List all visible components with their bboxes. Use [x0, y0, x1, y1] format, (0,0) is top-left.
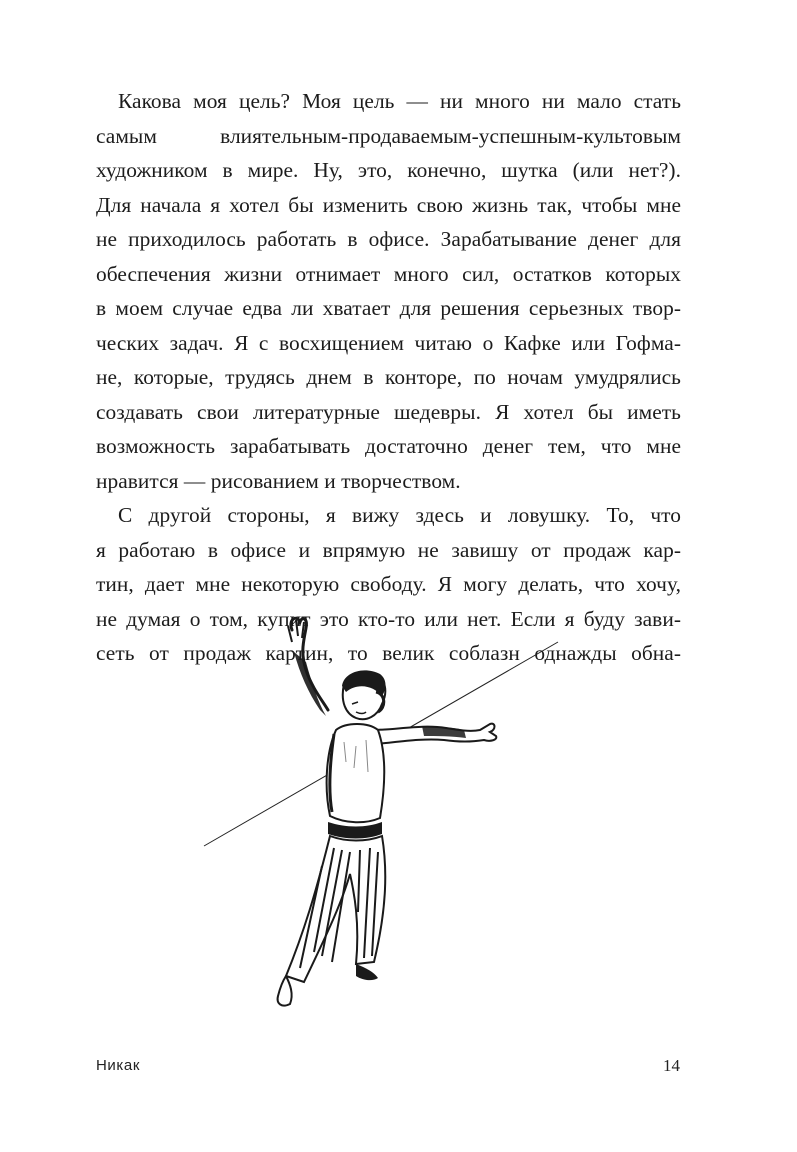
raised-arm — [291, 618, 328, 710]
paragraph-1-line-11: возможность зарабатывать достаточно денег тем, что мне — [96, 434, 681, 458]
paragraph-1-line-4: Для начала я хотел бы изменить свою жизнь так, чтобы мне — [96, 192, 681, 217]
body-text — [96, 84, 681, 671]
paragraph-1-line-10: создавать свои литературные шедевры. Я хотел бы иметь — [96, 399, 681, 424]
paragraph-1-line-9: не, которые, трудясь днем в конторе, по ночам умудрялись — [96, 365, 681, 389]
paragraph-1-line-6: обеспечения жизни отнимает много сил, остатков которых — [96, 261, 681, 286]
paragraph-2-line-4: не думая о том, купит это кто-то или нет. Если я буду зави- — [96, 606, 681, 631]
right-foot — [356, 964, 378, 980]
paragraph-1-line-7: в моем случае едва ли хватает для решения серьезных твор- — [96, 296, 681, 320]
running-title: Никак — [96, 1057, 141, 1074]
dancing-man-illustration — [196, 612, 568, 1018]
paragraph-2-line-2: я работаю в офисе и впрямую не завишу от продаж кар- — [96, 537, 681, 562]
paragraph-2-line-5: сеть от продаж картин, то велик соблазн однажды обна- — [96, 641, 681, 665]
page-number: 14 — [663, 1056, 680, 1075]
paragraph-1-line-12: нравится — рисованием и творчеством. — [96, 468, 461, 493]
paragraph-1-line-8: ческих задач. Я с восхищением читаю о Кафке или Гофма- — [96, 330, 681, 355]
belt — [328, 822, 382, 839]
paragraph-1-line-5: не приходилось работать в офисе. Зарабатывание денег для — [96, 227, 681, 251]
paragraph-1-line-1: Какова моя цель? Моя цель — ни много ни мало стать — [118, 89, 681, 113]
left-foot — [278, 976, 292, 1006]
paragraph-2-line-3: тин, дает мне некоторую свободу. Я могу делать, что хочу, — [96, 572, 681, 596]
paragraph-1-line-2: самым влиятельным-продаваемым-успешным-культовым — [96, 123, 681, 148]
torso — [327, 724, 385, 822]
paragraph-1-line-3: художником в мире. Ну, это, конечно, шутка (или нет?). — [96, 158, 681, 182]
paragraph-2-line-1: С другой стороны, я вижу здесь и ловушку. То, что — [118, 503, 681, 527]
